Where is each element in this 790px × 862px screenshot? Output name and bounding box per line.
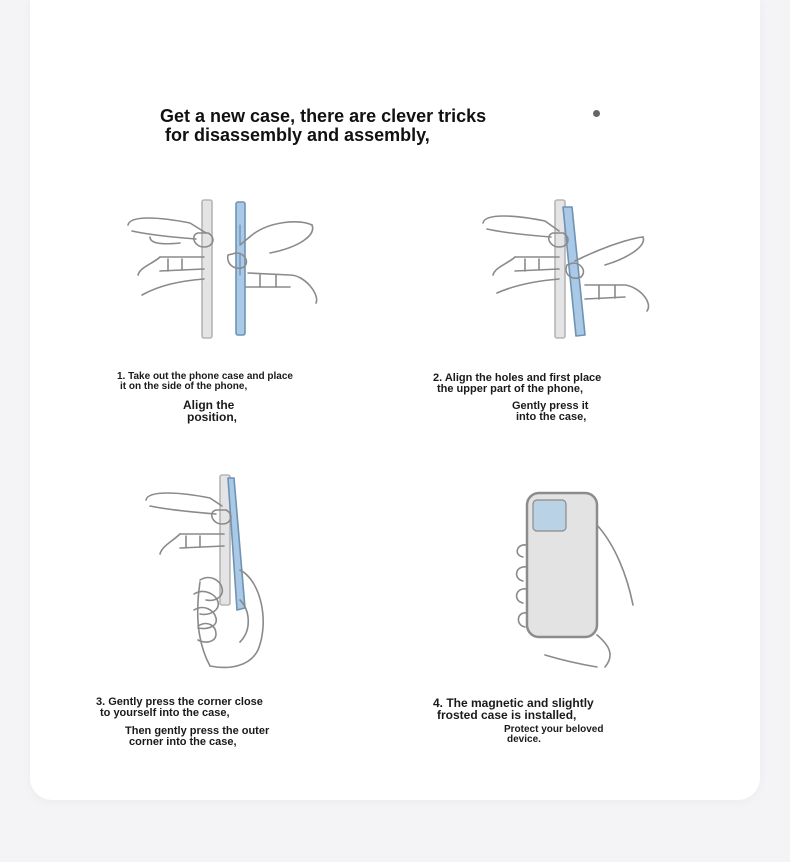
step-2-subcaption <box>512 401 588 423</box>
step-1-sub-2: position, <box>187 410 237 424</box>
step-4-line-2: frosted case is installed, <box>437 708 577 722</box>
step-1-line-1: 1. Take out the phone case and place <box>117 371 293 382</box>
step-2-illustration <box>475 195 685 345</box>
step-2-sub-2: into the case, <box>516 411 587 423</box>
step-4-sub-2: device. <box>507 734 541 745</box>
step-4-line-1: 4. The magnetic and slightly <box>433 696 594 710</box>
step-1-caption <box>117 372 293 392</box>
step-2-sub-1: Gently press it <box>512 400 589 412</box>
title-line-1: Get a new case, there are clever tricks <box>160 106 487 126</box>
decorative-dot <box>593 110 600 117</box>
step-3-illustration <box>140 470 340 675</box>
step-3-sub-2: corner into the case, <box>129 736 237 748</box>
step-1-line-2: it on the side of the phone, <box>120 381 248 392</box>
page-title <box>160 88 620 164</box>
step-1-illustration <box>120 195 330 345</box>
step-3-subcaption <box>125 726 269 748</box>
step-3-sub-1: Then gently press the outer <box>125 725 270 737</box>
step-3-line-1: 3. Gently press the corner close <box>96 696 263 708</box>
step-3-line-2: to yourself into the case, <box>100 707 230 719</box>
step-4-subcaption <box>504 725 603 745</box>
step-3-caption <box>96 697 263 719</box>
step-4-sub-1: Protect your beloved <box>504 724 604 735</box>
step-2-caption <box>433 373 601 395</box>
step-2-line-1: 2. Align the holes and first place <box>433 372 602 384</box>
step-4-caption <box>433 697 594 721</box>
step-2-line-2: the upper part of the phone, <box>437 383 584 395</box>
step-1-sub-1: Align the <box>183 398 235 412</box>
title-line-2: for disassembly and assembly, <box>165 125 430 145</box>
step-4-illustration <box>505 485 655 675</box>
step-1-subcaption <box>183 399 237 423</box>
